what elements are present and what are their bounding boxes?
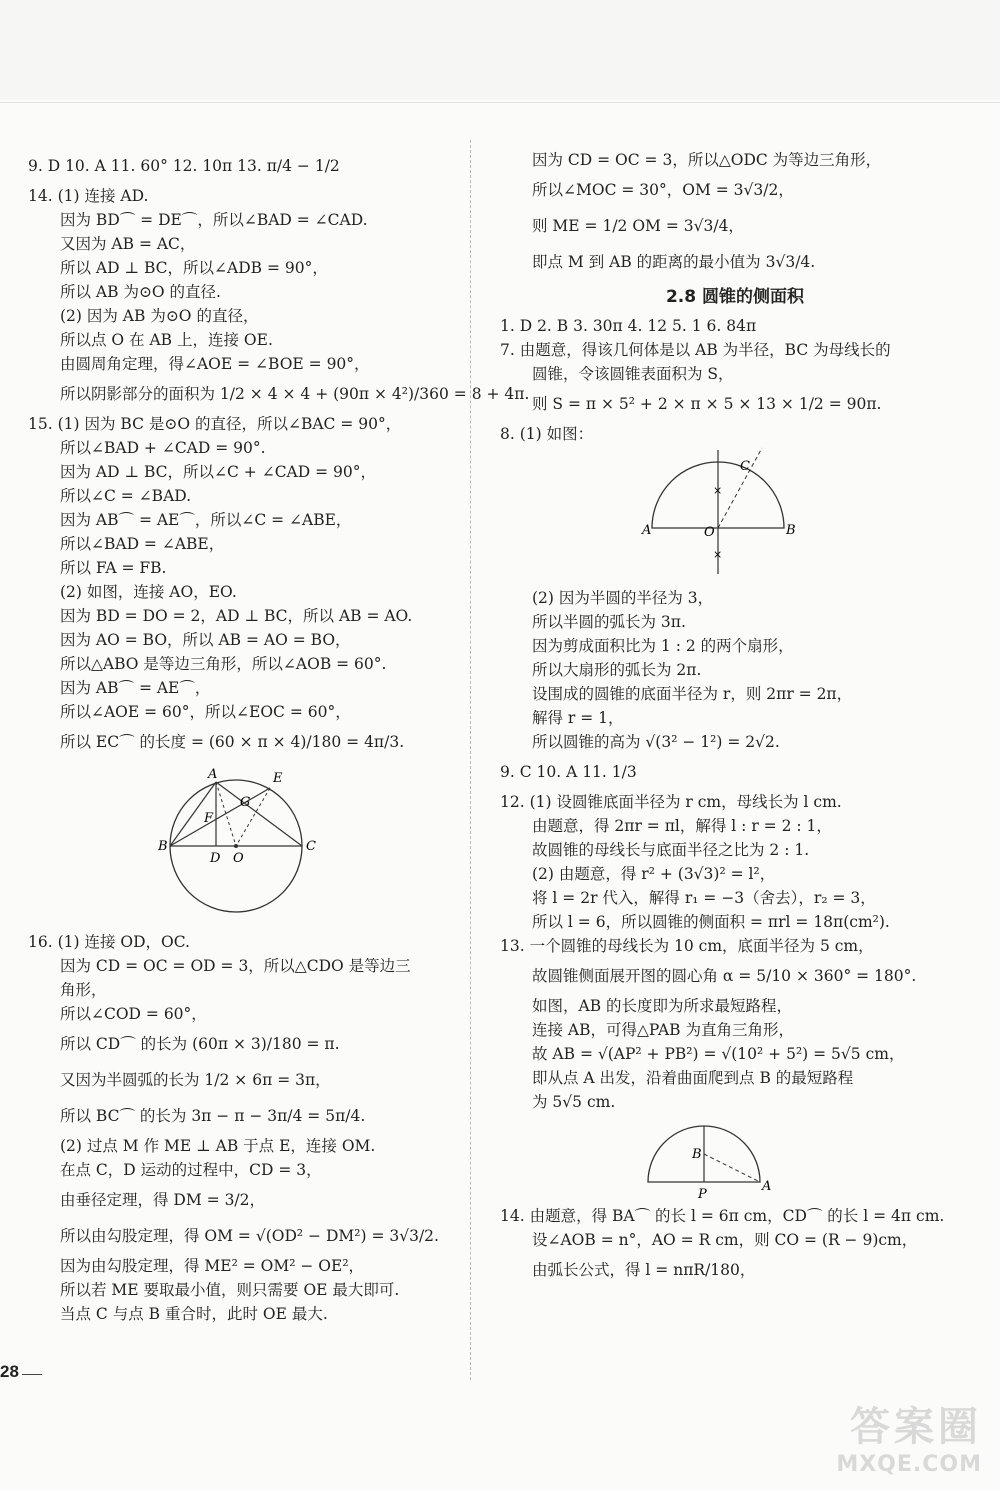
point-label: O (704, 525, 715, 540)
point-label: B (158, 839, 168, 854)
answer-line: 将 l = 2r 代入，解得 r₁ = −3（舍去），r₂ = 3， (532, 889, 876, 907)
answer-line: 由弧长公式，得 l = nπR/180， (532, 1261, 756, 1279)
point-label: C (306, 839, 316, 854)
page-number-dash (22, 1374, 42, 1375)
point-label: P (698, 1187, 707, 1202)
answer-line: 由垂径定理，得 DM = 3/2， (60, 1191, 266, 1209)
point-label: E (273, 771, 283, 786)
answer-line: 所以若 ME 要取最小值，则只需要 OE 最大即可. (60, 1281, 400, 1299)
answer-line: 则 ME = 1/2 OM = 3√3/4， (532, 217, 744, 235)
point-label: B (692, 1147, 702, 1162)
figure-13-semicircle (500, 1114, 970, 1204)
answer-line: 14. 由题意，得 BA⌒ 的长 l = 6π cm，CD⌒ 的长 l = 4π cm. (500, 1207, 945, 1225)
answer-line: 所以∠BAD = ∠ABE， (60, 535, 225, 553)
answer-line: 15. (1) 因为 BC 是⊙O 的直径，所以∠BAC = 90°， (28, 415, 402, 433)
column-divider (470, 140, 471, 1380)
answer-line: 所以∠C = ∠BAD. (60, 487, 192, 505)
answer-line: 12. (1) 设圆锥底面半径为 r cm，母线长为 l cm. (500, 793, 842, 811)
point-label: B (786, 523, 796, 538)
answer-line: 即点 M 到 AB 的距离的最小值为 3√3/4. (532, 253, 816, 271)
answer-line: 所以 AD ⊥ BC，所以∠ADB = 90°， (60, 259, 328, 277)
answer-line: (2) 因为半圆的半径为 3， (532, 589, 714, 607)
answer-line: 故圆锥侧面展开图的圆心角 α = 5/10 × 360° = 180°. (532, 967, 917, 985)
figure-15-circle (28, 760, 458, 930)
answer-line: 故 AB = √(AP² + PB²) = √(10² + 5²) = 5√5 cm， (532, 1045, 905, 1063)
answer-line: 连接 AB，可得△PAB 为直角三角形， (532, 1021, 794, 1039)
answer-line: 又因为 AB = AC， (60, 235, 196, 253)
answer-line: 所以圆锥的高为 √(3² − 1²) = 2√2. (532, 733, 780, 751)
figure-8-semicircle (500, 446, 970, 586)
answer-line: (2) 由题意，得 r² + (3√3)² = l²， (532, 865, 776, 883)
answer-line: (2) 过点 M 作 ME ⊥ AB 于点 E，连接 OM. (60, 1137, 376, 1155)
answer-line: 所以 CD⌒ 的长为 (60π × 3)/180 = π. (60, 1035, 340, 1053)
top-margin-band (0, 0, 1000, 100)
answer-line: 13. 一个圆锥的母线长为 10 cm，底面半径为 5 cm， (500, 937, 874, 955)
answer-line: 圆锥，令该圆锥表面积为 S， (532, 365, 734, 383)
answer-line: 所以 l = 6，所以圆锥的侧面积 = πrl = 18π(cm²). (532, 913, 890, 931)
answer-line: 因为 BD = DO = 2，AD ⊥ BC，所以 AB = AO. (60, 607, 413, 625)
answer-line: 所以大扇形的弧长为 2π. (532, 661, 702, 679)
point-label: A (642, 523, 652, 538)
answer-line: 即从点 A 出发，沿着曲面爬到点 B 的最短路程 (532, 1069, 854, 1087)
answer-line: 故圆锥的母线长与底面半径之比为 2 : 1. (532, 841, 810, 859)
answer-line: (2) 如图，连接 AO，EO. (60, 583, 237, 601)
answer-line: 因为 AB⌒ = AE⌒，所以∠C = ∠ABE， (60, 511, 352, 529)
answer-line: 由圆周角定理，得∠AOE = ∠BOE = 90°， (60, 355, 370, 373)
answer-line: 在点 C，D 运动的过程中，CD = 3， (60, 1161, 322, 1179)
answer-line: 因为 CD = OC = 3，所以△ODC 为等边三角形， (532, 151, 882, 169)
answer-line: 如图，AB 的长度即为所求最短路程， (532, 997, 793, 1015)
watermark-logo (836, 1395, 982, 1477)
svg-text:×: × (713, 548, 723, 561)
answer-line: 角形， (60, 981, 107, 999)
point-label: O (233, 851, 244, 866)
answer-line: 所以∠MOC = 30°，OM = 3√3/2， (532, 181, 794, 199)
answer-line: 设围成的圆锥的底面半径为 r，则 2πr = 2π， (532, 685, 853, 703)
answer-line: 所以∠AOE = 60°，所以∠EOC = 60°， (60, 703, 351, 721)
answer-line: 9. D 10. A 11. 60° 12. 10π 13. π/4 − 1/2 (28, 157, 340, 175)
answer-line: 所以半圆的弧长为 3π. (532, 613, 686, 631)
answer-line: 所以点 O 在 AB 上，连接 OE. (60, 331, 273, 349)
answer-line: 由题意，得 2πr = πl，解得 l : r = 2 : 1， (532, 817, 832, 835)
page-number: 28 (0, 1362, 19, 1381)
point-label: D (210, 851, 221, 866)
answer-line: 当点 C 与点 B 重合时，此时 OE 最大. (60, 1305, 328, 1323)
answer-line: 所以 FA = FB. (60, 559, 167, 577)
answer-line: 9. C 10. A 11. 1/3 (500, 763, 637, 781)
answer-line: 所以∠COD = 60°， (60, 1005, 207, 1023)
answer-line: 所以∠BAD + ∠CAD = 90°. (60, 439, 266, 457)
watermark-url: MXQE.COM (836, 1452, 982, 1477)
point-label: C (740, 459, 750, 474)
point-label: A (208, 767, 218, 782)
answer-line: 则 S = π × 5² + 2 × π × 5 × 13 × 1/2 = 90π. (532, 395, 882, 413)
answer-line: 因为 AD ⊥ BC，所以∠C + ∠CAD = 90°， (60, 463, 376, 481)
answer-line: 16. (1) 连接 OD，OC. (28, 933, 190, 951)
answer-line: 因为 BD⌒ = DE⌒，所以∠BAD = ∠CAD. (60, 211, 368, 229)
answer-line: 因为 AO = BO，所以 AB = AO = BO， (60, 631, 351, 649)
answer-line: (2) 因为 AB 为⊙O 的直径， (60, 307, 259, 325)
point-label: G (240, 795, 251, 810)
answer-line: 因为剪成面积比为 1 : 2 的两个扇形， (532, 637, 794, 655)
left-column (28, 148, 530, 1326)
svg-text:×: × (713, 484, 723, 497)
point-label: F (204, 811, 214, 826)
point-label: A (762, 1179, 772, 1194)
answer-line: 8. (1) 如图： (500, 425, 594, 443)
answer-line: 1. D 2. B 3. 30π 4. 12 5. 1 6. 84π (500, 317, 757, 335)
answer-line: 所以阴影部分的面积为 1/2 × 4 × 4 + (90π × 4²)/360 = 8 + 4π. (60, 385, 530, 403)
answer-line: 解得 r = 1， (532, 709, 624, 727)
section-heading: 2.8 圆锥的侧面积 (665, 287, 805, 307)
answer-line: 所以 EC⌒ 的长度 = (60 × π × 4)/180 = 4π/3. (60, 733, 405, 751)
answer-line: 所以由勾股定理，得 OM = √(OD² − DM²) = 3√3/2. (60, 1227, 439, 1245)
header-rule (0, 102, 1000, 103)
answer-line: 14. (1) 连接 AD. (28, 187, 149, 205)
answer-line: 因为 CD = OC = OD = 3，所以△CDO 是等边三 (60, 957, 411, 975)
answer-line: 为 5√5 cm. (532, 1093, 616, 1111)
watermark-text: 答案圈 (850, 1404, 982, 1450)
answer-line: 因为由勾股定理，得 ME² = OM² − OE²， (60, 1257, 365, 1275)
answer-line: 所以 AB 为⊙O 的直径. (60, 283, 221, 301)
answer-line: 设∠AOB = n°，AO = R cm，则 CO = (R − 9)cm， (532, 1231, 918, 1249)
right-column (500, 148, 970, 1288)
answer-line: 因为 AB⌒ = AE⌒， (60, 679, 211, 697)
answer-line: 又因为半圆弧的长为 1/2 × 6π = 3π， (60, 1071, 331, 1089)
answer-line: 7. 由题意，得该几何体是以 AB 为半径，BC 为母线长的 (500, 341, 891, 359)
answer-line: 所以 BC⌒ 的长为 3π − π − 3π/4 = 5π/4. (60, 1107, 366, 1125)
answer-line: 所以△ABO 是等边三角形，所以∠AOB = 60°. (60, 655, 387, 673)
